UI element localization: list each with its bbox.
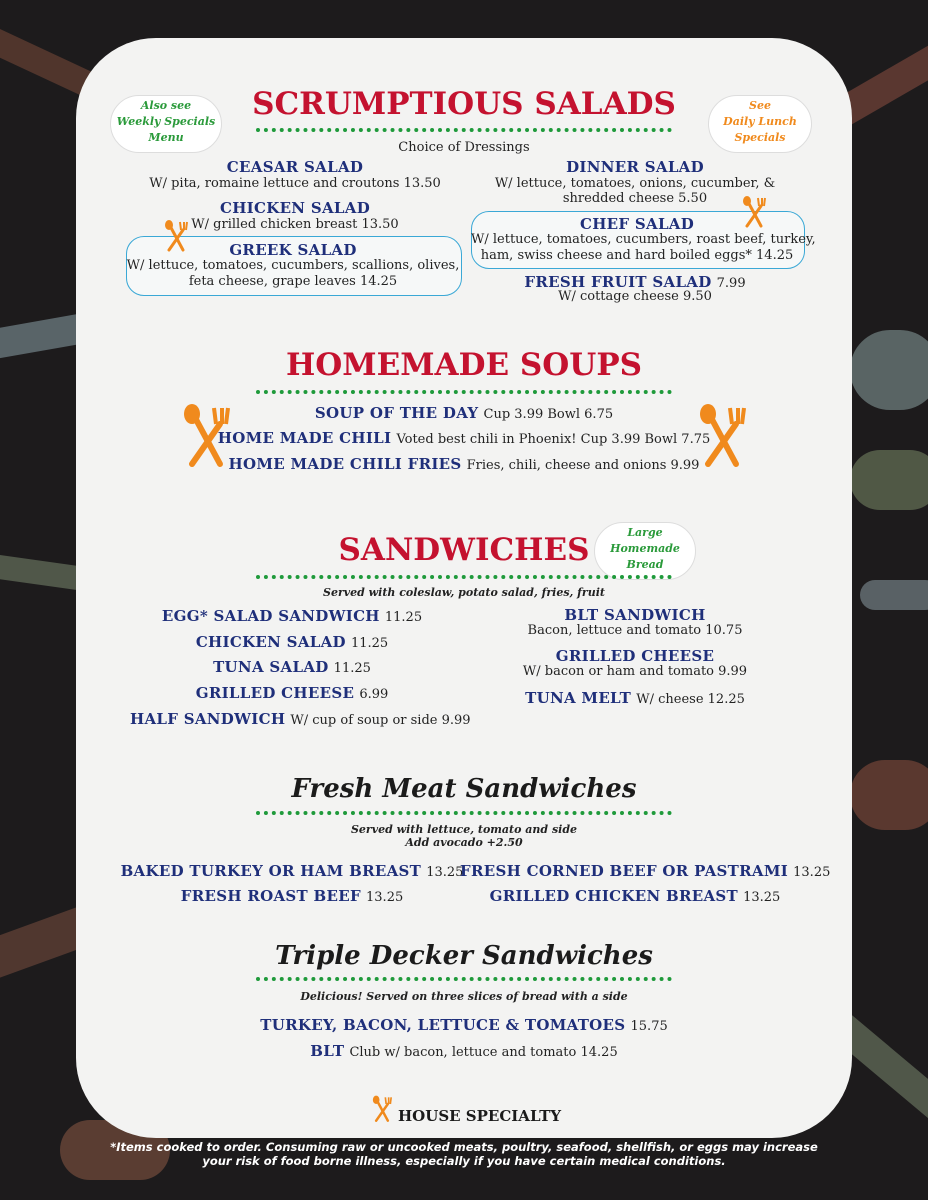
- fresh-meat-name: FRESH CORNED BEEF OR PASTRAMI: [460, 862, 789, 880]
- triple-decker-name: BLT: [310, 1042, 345, 1060]
- sandwich-name: GRILLED CHEESE: [555, 647, 715, 665]
- sandwich-item: [470, 688, 800, 707]
- triple-decker-name: TURKEY, BACON, LETTUCE & TOMATOES: [260, 1016, 626, 1034]
- sandwich-desc: W/ cup of soup or side 9.99: [290, 713, 471, 728]
- triple-decker-note: Delicious! Served on three slices of bread with a side: [300, 990, 628, 1003]
- fresh-meat-item: [460, 886, 810, 905]
- fruit-salad-name: FRESH FRUIT SALAD: [524, 273, 712, 291]
- fresh-meat-item: [460, 861, 831, 880]
- soup-desc: Cup 3.99 Bowl 6.75: [483, 407, 614, 422]
- soup-desc: Voted best chili in Phoenix! Cup 3.99 Bowl 7.75: [396, 432, 711, 447]
- salads-title: SCRUMPTIOUS SALADS: [252, 86, 676, 122]
- disclaimer-line: your risk of food borne illness, especially if you have certain medical conditions.: [202, 1154, 726, 1168]
- greek-salad-name: GREEK SALAD: [229, 241, 357, 259]
- fruit-salad-desc: W/ cottage cheese 9.50: [558, 289, 712, 304]
- sandwich-desc: 6.99: [359, 687, 389, 702]
- chef-salad-desc-2: ham, swiss cheese and hard boiled eggs* 14.25: [480, 248, 794, 263]
- fresh-meat-name: FRESH ROAST BEEF: [180, 887, 361, 905]
- sandwich-desc: Bacon, lettuce and tomato 10.75: [527, 623, 743, 638]
- salads-divider: [256, 128, 672, 132]
- chicken-salad-name: CHICKEN SALAD: [219, 199, 371, 217]
- sandwich-name: TUNA SALAD: [213, 658, 329, 676]
- ceasar-salad-name: CEASAR SALAD: [226, 158, 364, 176]
- bubble-line: Also see: [140, 99, 192, 112]
- triple-decker-desc: 15.75: [630, 1019, 668, 1034]
- dinner-salad-name: DINNER SALAD: [566, 158, 704, 176]
- sandwich-item: [130, 709, 471, 728]
- sandwiches-title: SANDWICHES: [338, 532, 590, 568]
- soup-item: [0, 454, 928, 473]
- sandwiches-note: Served with coleslaw, potato salad, fries, fruit: [323, 586, 605, 599]
- house-specialty-legend: HOUSE SPECIALTY: [398, 1107, 562, 1125]
- sandwich-desc: W/ cheese 12.25: [636, 692, 745, 707]
- soup-item: [0, 403, 928, 422]
- bubble-line: See: [749, 99, 771, 112]
- sandwich-name: EGG* SALAD SANDWICH: [161, 607, 380, 625]
- disclaimer-line: *Items cooked to order. Consuming raw or uncooked meats, poultry, seafood, shellfish, or eggs may increase: [110, 1140, 818, 1154]
- fresh-meat-note: Add avocado +2.50: [405, 836, 523, 849]
- food-safety-disclaimer: [110, 1140, 818, 1168]
- sandwich-name: HALF SANDWICH: [130, 710, 286, 728]
- triple-decker-divider: [256, 977, 672, 981]
- bubble-line: Homemade: [610, 542, 680, 555]
- sandwich-name: TUNA MELT: [525, 689, 632, 707]
- fresh-meat-desc: 13.25: [743, 890, 781, 905]
- fresh-meat-item: [110, 861, 474, 880]
- bubble-line: Menu: [148, 131, 184, 144]
- bubble-line: Daily Lunch: [723, 115, 797, 128]
- sandwich-desc: 11.25: [333, 661, 371, 676]
- dinner-salad-desc-2: shredded cheese 5.50: [562, 191, 708, 206]
- triple-decker-desc: Club w/ bacon, lettuce and tomato 14.25: [349, 1045, 618, 1060]
- chef-salad-desc: W/ lettuce, tomatoes, cucumbers, roast beef, turkey,: [471, 232, 816, 247]
- fruit-salad-price: 7.99: [716, 276, 746, 291]
- fresh-meat-item: [110, 886, 474, 905]
- salads-subtitle: Choice of Dressings: [398, 140, 530, 155]
- fresh-meat-divider: [256, 811, 672, 815]
- fresh-meat-title: Fresh Meat Sandwiches: [291, 774, 637, 804]
- fresh-meat-name: GRILLED CHICKEN BREAST: [489, 887, 739, 905]
- soup-desc: Fries, chili, cheese and onions 9.99: [466, 458, 700, 473]
- fork-spoon-icon: [372, 1094, 392, 1124]
- triple-decker-title: Triple Decker Sandwiches: [275, 941, 653, 971]
- bubble-line: Large: [627, 526, 663, 539]
- sandwich-name: CHICKEN SALAD: [195, 633, 346, 651]
- sandwich-desc: 11.25: [384, 610, 423, 625]
- soup-name: HOME MADE CHILI: [217, 429, 392, 447]
- triple-decker-item: [0, 1015, 928, 1034]
- sandwich-item: [130, 657, 454, 676]
- soup-name: HOME MADE CHILI FRIES: [228, 455, 462, 473]
- soups-divider: [256, 390, 672, 394]
- fresh-meat-desc: 13.25: [426, 865, 464, 880]
- ceasar-salad-desc: W/ pita, romaine lettuce and croutons 13.50: [149, 176, 441, 191]
- soup-name: SOUP OF THE DAY: [314, 404, 479, 422]
- dinner-salad-desc: W/ lettuce, tomatoes, onions, cucumber, &: [494, 176, 776, 191]
- sandwich-name: GRILLED CHEESE: [195, 684, 355, 702]
- sandwich-item: [130, 683, 454, 702]
- homemade-bread-bubble: [594, 522, 696, 580]
- sandwich-desc: 11.25: [350, 636, 389, 651]
- greek-salad-desc-2: feta cheese, grape leaves 14.25: [188, 274, 398, 289]
- chicken-salad-desc: W/ grilled chicken breast 13.50: [191, 217, 399, 232]
- chef-salad-name: CHEF SALAD: [579, 215, 695, 233]
- bubble-line: Weekly Specials: [116, 115, 216, 128]
- bubble-line: Bread: [626, 558, 664, 571]
- greek-salad-desc: W/ lettuce, tomatoes, cucumbers, scallions, olives,: [126, 258, 460, 273]
- sandwiches-divider: [256, 575, 672, 579]
- soup-item: [0, 428, 928, 447]
- triple-decker-item: [0, 1041, 928, 1060]
- sandwich-desc: W/ bacon or ham and tomato 9.99: [522, 664, 748, 679]
- fresh-meat-name: BAKED TURKEY OR HAM BREAST: [120, 862, 422, 880]
- sandwich-name: BLT SANDWICH: [564, 606, 706, 624]
- fresh-meat-note: Served with lettuce, tomato and side: [350, 823, 578, 836]
- fresh-meat-desc: 13.25: [366, 890, 404, 905]
- sandwich-item: [130, 632, 454, 651]
- fresh-meat-desc: 13.25: [793, 865, 831, 880]
- soups-title: HOMEMADE SOUPS: [285, 347, 643, 383]
- sandwich-item: [130, 606, 454, 625]
- bubble-line: Specials: [734, 131, 786, 144]
